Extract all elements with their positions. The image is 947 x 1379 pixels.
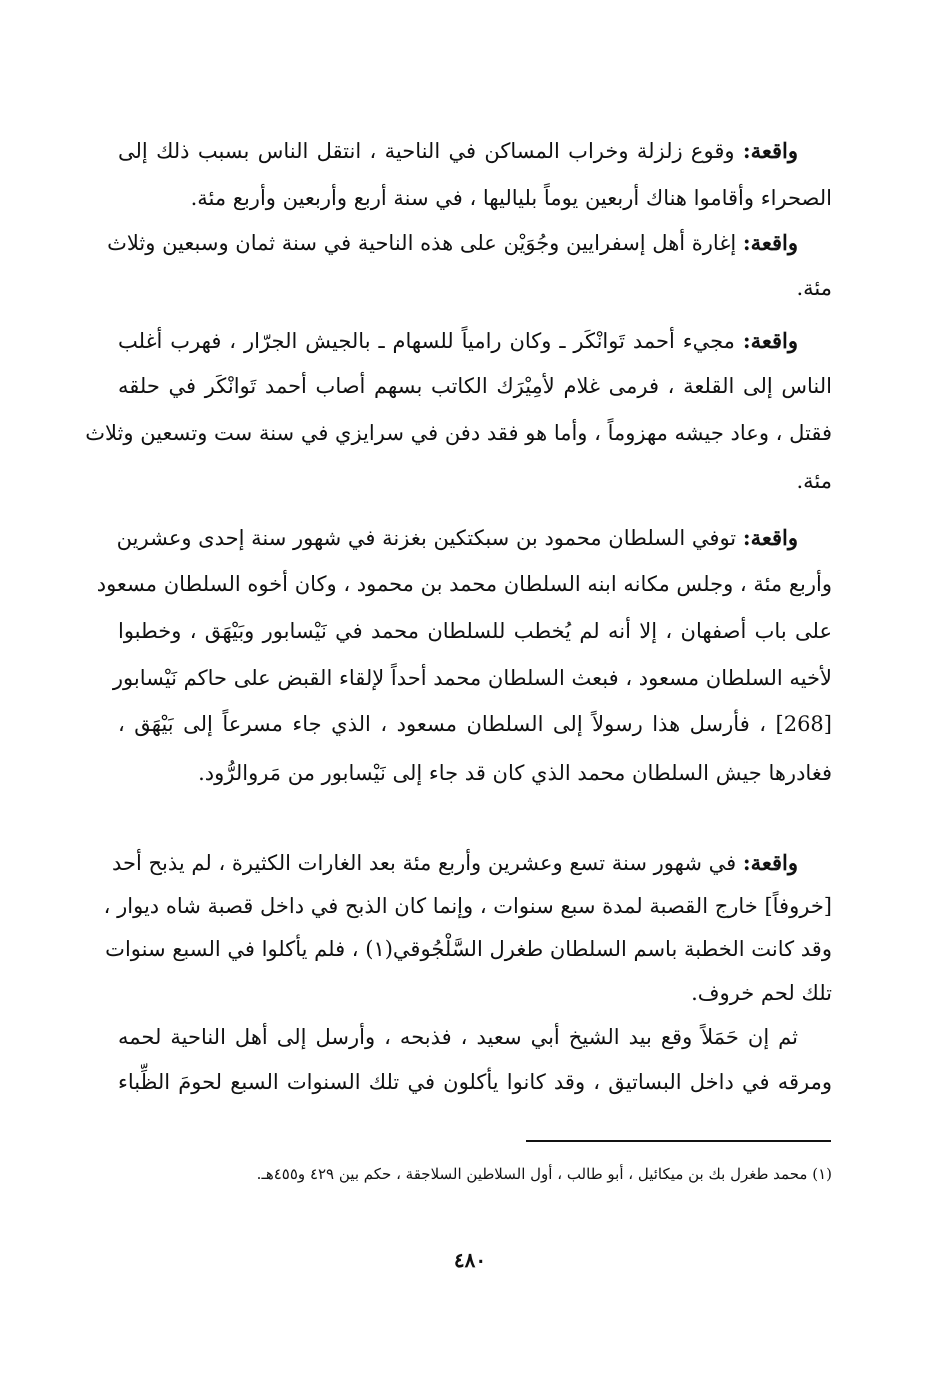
paragraph-5-line — [118, 978, 832, 1008]
paragraph-1-line — [118, 183, 832, 213]
line-text: مجيء أحمد تَوانْكَر ـ وكان رامياً للسهام ـ بالجيش الجرّار ، فهرب أغلب — [118, 329, 735, 353]
paragraph-4-line — [118, 523, 832, 553]
paragraph-5-line — [111, 848, 832, 878]
line-text: الناس إلى القلعة ، فرمى غلام لأمِيْرَك الكاتب بسهم أصاب أحمد تَوانْكَر في حلقه — [118, 374, 832, 398]
paragraph-6-line — [118, 1067, 832, 1097]
paragraph-3-line — [85, 418, 832, 448]
event-label: واقعة: — [742, 525, 798, 550]
paragraph-5-line — [103, 891, 832, 921]
paragraph-4-line — [118, 758, 832, 788]
line-text: فقتل ، وعاد جيشه مهزوماً ، وأما هو فقد دفن في سرايزي في سنة ست وتسعين وثلاث — [85, 421, 832, 445]
line-text: [268] ، فأرسل هذا رسولاً إلى السلطان مسعود ، الذي جاء مسرعاً إلى بَيْهَق ، — [118, 712, 832, 736]
paragraph-4-line — [112, 663, 832, 693]
line-text: توفي السلطان محمود بن سبكتكين بغزنة في شهور سنة إحدى وعشرين — [116, 526, 737, 550]
paragraph-5-line — [105, 934, 832, 964]
paragraph-4-line — [118, 616, 832, 646]
paragraph-3-line — [118, 371, 832, 401]
line-text: الصحراء وأقاموا هناك أربعين يوماً بلياليها ، في سنة أربع وأربعين وأربع مئة. — [190, 186, 832, 210]
paragraph-4-line — [96, 569, 832, 599]
paragraph-1-line — [118, 136, 832, 166]
event-label: واقعة: — [742, 230, 798, 255]
paragraph-3-line — [118, 326, 832, 356]
paragraph-2-line — [107, 228, 832, 258]
paragraph-6-line — [118, 1022, 832, 1052]
line-text: ومرقه في داخل البساتيق ، وقد كانوا يأكلون في تلك السنوات السبع لحومَ الظِّباء — [118, 1070, 832, 1094]
line-text: مئة. — [796, 276, 832, 300]
line-text: وقد كانت الخطبة باسم السلطان طغرل السَّلْجُوقي(١) ، فلم يأكلوا في السبع سنوات — [105, 937, 832, 961]
line-text: على باب أصفهان ، إلا أنه لم يُخطب للسلطان محمد في نَيْسابور وبَيْهَق ، وخطبوا — [118, 619, 832, 643]
footnote-divider — [526, 1140, 831, 1142]
event-label: واقعة: — [742, 850, 798, 875]
footnote: (١) محمد طغرل بك بن ميكائيل ، أبو طالب ، أول السلاطين السلاجقة ، حكم بين ٤٢٩ و٤٥٥هـ. — [256, 1165, 832, 1183]
paragraph-3-line — [118, 466, 832, 496]
line-text: ثم إن حَمَلاً وقع بيد الشيخ أبي سعيد ، فذبحه ، وأرسل إلى أهل الناحية لحمه — [118, 1025, 798, 1049]
event-label: واقعة: — [742, 328, 798, 353]
line-text: وقوع زلزلة وخراب المساكن في الناحية ، انتقل الناس بسبب ذلك إلى — [118, 139, 735, 163]
line-text: إغارة أهل إسفرايين وجُوَيْن على هذه الناحية في سنة ثمان وسبعين وثلاث — [107, 231, 737, 255]
line-text: وأربع مئة ، وجلس مكانه ابنه السلطان محمد بن محمود ، وكان أخوه السلطان مسعود — [96, 572, 832, 596]
paragraph-4-line — [118, 709, 832, 739]
line-text: في شهور سنة تسع وعشرين وأربع مئة بعد الغارات الكثيرة ، لم يذبح أحد — [111, 851, 737, 875]
page-number: ٤٨٠ — [453, 1248, 487, 1272]
line-text: [خروفاً] خارج القصبة لمدة سبع سنوات ، وإنما كان الذبح في داخل قصبة شاه ديوار ، — [103, 894, 832, 918]
event-label: واقعة: — [742, 138, 798, 163]
line-text: لأخيه السلطان مسعود ، فبعث السلطان محمد أحداً لإلقاء القبض على حاكم نَيْسابور — [112, 666, 832, 690]
line-text: فغادرها جيش السلطان محمد الذي كان قد جاء إلى نَيْسابور من مَروالرُّود. — [198, 761, 832, 785]
paragraph-2-line — [118, 273, 832, 303]
line-text: تلك لحم خروف. — [691, 981, 832, 1005]
line-text: مئة. — [796, 469, 832, 493]
